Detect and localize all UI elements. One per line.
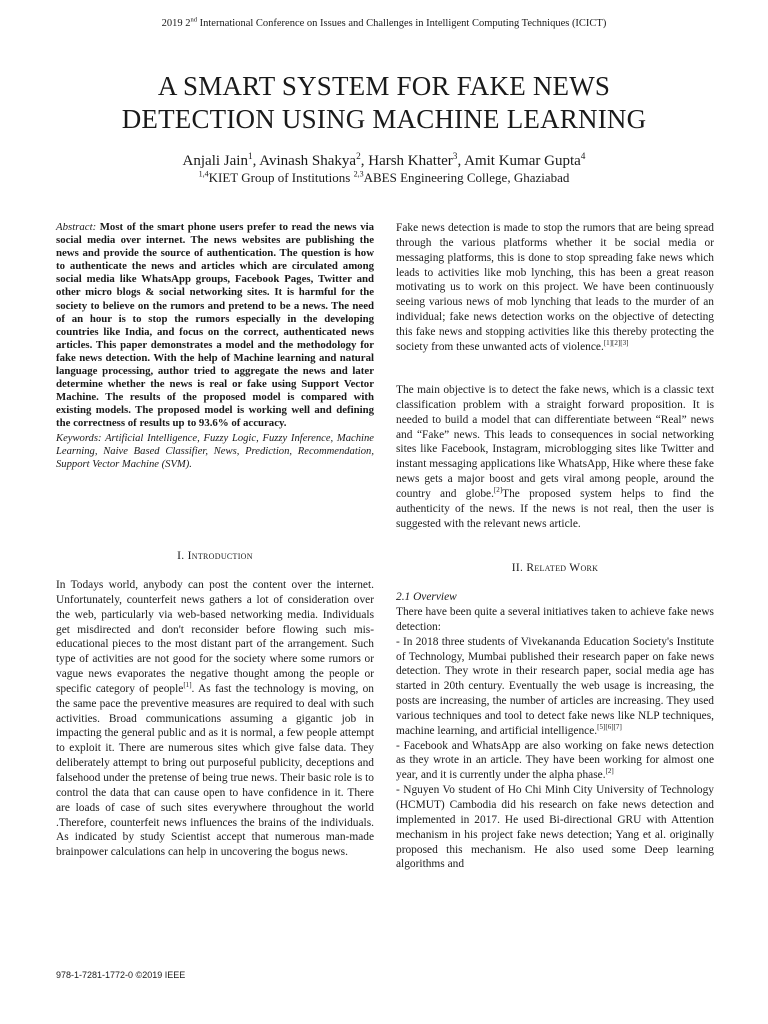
conference-header: 2019 2nd International Conference on Issues and Challenges in Intelligent Computing Techniques (ICICT) xyxy=(161,16,607,29)
title-line-2: DETECTION USING MACHINE LEARNING xyxy=(121,104,647,134)
abstract xyxy=(56,221,374,431)
related-work-text xyxy=(396,605,714,872)
copyright-footer: 978-1-7281-1772-0 ©2019 IEEE xyxy=(56,970,186,980)
abstract-text: Most of the smart phone users prefer to read the news via social media over internet. The news websites are publishing the news and provide the source of authentication. The question is how to authenticate the news and articles which are circulated among social media like WhatsApp groups, Facebook Pages, Twitter and other micro blogs & social networking sites. It is harmful for the society to believe on the rumors and pretend to be a news. The need of an hour is to stop the rumors especially in the developing countries like India, and focus on the correct, authenticated news articles. This paper demonstrates a model and the methodology for fake news detection. With the help of Machine learning and natural language processing, author tried to aggregate the news and later determine whether the news is real or fake using Support Vector Machine. The results of the proposed model is compared with existing models. The proposed model is working well and defining the correctness of results up to 93.6% of accuracy. xyxy=(56,221,374,430)
abstract-label: Abstract: xyxy=(56,221,97,233)
related-work-intro: There have been quite a several initiatives taken to achieve fake news detection: xyxy=(396,606,714,633)
related-work-item: - In 2018 three students of Vivekananda Education Society's Institute of Technology, Mumbai published their research paper on fake news detection. They wrote in their research paper, social media age has started in 20th century. Eventually the web usage is increasing, the posts are increasing, the number of articles are increasing. They used various techniques and tool to detect fake news like NLP techniques, machine learning, and artificial intelligence.[5][6][7] xyxy=(396,635,714,737)
section-heading-introduction: I. Introduction xyxy=(177,550,253,562)
affiliations: $^{1,4}$KIET Group of Institutions $^{2,3}$ABES Engineering College, Ghaziabad xyxy=(198,169,570,185)
introduction-text: In Todays world, anybody can post the content over the internet. Unfortunately, counterfeit news gathers a lot of consideration over the web, particularly via web-based networking media. Individuals get misdirected and don't reconsider before flowing such mis-educational pieces to the most distant part of the arrangement. Such type of activities are not good for the society where some rumors or vague news evaporates the negative thought among the people or specific category of people[1]. As fast the technology is moving, on the same pace the preventive measures are required to deal with such activities. Broad communications assuming a gigantic job in impacting the general public and as it is normal, a few people attempt to exploit it. There are numerous sites which give false data. They deliberately attempt to bring out purposeful publicity, deceptions and falsehood under the pretense of being true news. Their basic role is to control the data that can cause open to have confidence in it. There are loads of case of such sites everywhere throughout the world .Therefore, counterfeit news influences the brains of the individuals. As indicated by study Scientist accept that numerous man-made brainpower calculations can help in uncovering the bogus news. xyxy=(56,579,374,859)
right-paragraph-1: Fake news detection is made to stop the rumors that are being spread through the various platforms whether it be social media or messaging platforms, this is done to stop spreading fake news which leads to activities like mob lynching, this has been a great reason motivating us to work on this project. We have been continuously seeing various news of mob lynching that leads to the murder of an individual; fake news detection works on the objective of detecting this fake news and stopping activities like this thereby protecting the society from these unwanted acts of violence.[1][2][3] xyxy=(396,222,714,353)
author-list: Anjali Jain$^1$, Avinash Shakya$^2$, Harsh Khatter$^3$, Amit Kumar Gupta$^4$ xyxy=(182,152,586,169)
section-heading-related-work: II. Related Work xyxy=(511,562,599,574)
title-line-1: A SMART SYSTEM FOR FAKE NEWS xyxy=(157,71,611,101)
related-work-item: - Nguyen Vo student of Ho Chi Minh City University of Technology (HCMUT) Cambodia did his research on fake news detection and implemented in 2017. He used Bi-directional GRU with Attention mechanism in his project fake news detection; Yang et al. originally proposed this mechanism. He also used some Deep learning algorithms and xyxy=(396,784,714,871)
right-paragraph-2: The main objective is to detect the fake news, which is a classic text classification problem with a straight forward proposition. It is needed to build a model that can differentiate between “Real” news and “Fake” news. This leads to consequences in social networking sites like Facebook, Instagram, microblogging sites like Twitter and instant messaging applications like WhatsApp, Hike where these fake news gets a major boost and gets viral among people, around the country and globe.[2]The proposed system helps to find the authenticity of the news. If the news is not real, then the user is suggested with the relevant news article. xyxy=(396,384,714,530)
paper-title xyxy=(40,70,728,136)
subsection-overview: 2.1 Overview xyxy=(396,591,457,603)
keywords: Keywords: Artificial Intelligence, Fuzzy Logic, Fuzzy Inference, Machine Learning, Naive Based Classifier, News, Prediction, Recommendation, Support Vector Machine (SVM). xyxy=(56,433,374,471)
related-work-item: - Facebook and WhatsApp are also working on fake news detection as they wrote in an article. They have been working for almost one year, and it is currently under the alpha phase.[2] xyxy=(396,739,714,782)
